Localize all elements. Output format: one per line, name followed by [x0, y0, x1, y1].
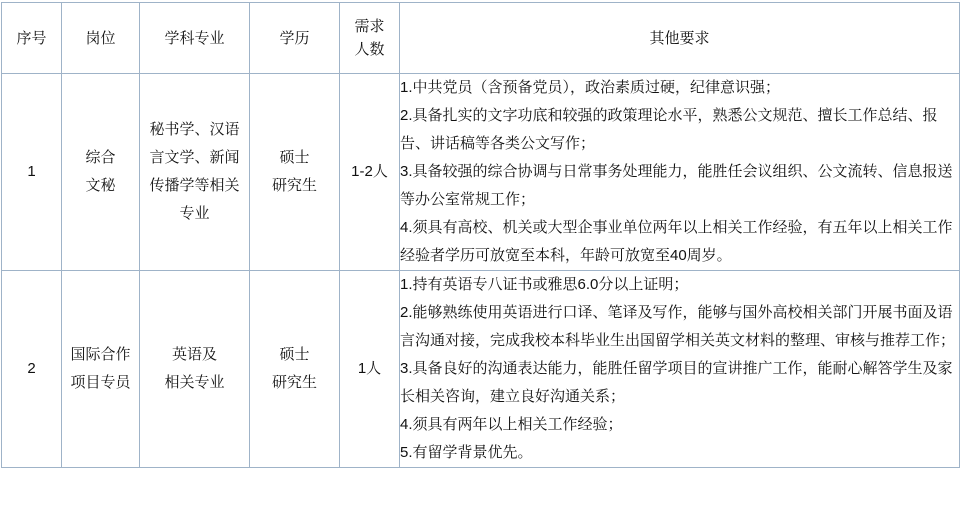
table-row — [2, 74, 960, 271]
headcount-value: 1-2人 — [351, 163, 388, 180]
education-line-2: 研究生 — [271, 177, 317, 194]
requirement-list — [400, 271, 959, 467]
cell-education — [250, 271, 340, 468]
cell-row-number — [2, 74, 62, 271]
requirement-item: 1.持有英语专八证书或雅思6.0分以上证明； — [400, 276, 689, 293]
cell-post — [62, 74, 140, 271]
requirement-item: 5.有留学背景优先。 — [400, 444, 533, 461]
requirement-item: 4.须具有高校、机关或大型企事业单位两年以上相关工作经验，有五年以上相关工作经验者学历可放宽至本科，年龄可放宽至40周岁。 — [400, 219, 953, 264]
column-header-no — [2, 3, 62, 74]
column-header-no-line-1: 序号 — [16, 29, 47, 47]
cell-other-requirements — [400, 271, 960, 468]
cell-education — [250, 74, 340, 271]
major-line-1: 英语及 — [171, 346, 217, 363]
job-requirements-table — [1, 2, 960, 468]
cell-headcount — [340, 74, 400, 271]
column-header-education — [250, 3, 340, 74]
post-line-1: 国际合作 — [70, 346, 131, 363]
column-header-major-line-1: 学科专业 — [164, 29, 225, 47]
education-line-1: 硕士 — [279, 346, 310, 363]
major-line-2: 言文学、新闻 — [149, 149, 240, 166]
education-line-2: 研究生 — [271, 374, 317, 391]
requirement-item: 1.中共党员（含预备党员），政治素质过硬，纪律意识强； — [400, 79, 781, 96]
education-line-1: 硕士 — [279, 149, 310, 166]
column-header-post-line-1: 岗位 — [85, 29, 116, 47]
table-body — [2, 74, 960, 468]
headcount-value: 1人 — [357, 360, 382, 377]
row-number-value: 2 — [27, 360, 36, 377]
column-header-headcount — [340, 3, 400, 74]
post-line-2: 文秘 — [85, 177, 116, 194]
column-header-other-requirements-line-1: 其他要求 — [649, 29, 710, 47]
column-header-major — [140, 3, 250, 74]
column-header-other-requirements — [400, 3, 960, 74]
job-requirements-table-wrapper — [0, 2, 960, 468]
cell-other-requirements — [400, 74, 960, 271]
cell-post — [62, 271, 140, 468]
column-header-education-line-1: 学历 — [279, 29, 310, 47]
major-line-3: 传播学等相关 — [149, 177, 240, 194]
column-header-headcount-line-1: 需求 — [354, 18, 385, 35]
cell-row-number — [2, 271, 62, 468]
major-line-4: 专业 — [179, 205, 210, 222]
cell-major — [140, 271, 250, 468]
table-row — [2, 271, 960, 468]
requirement-item: 3.具备良好的沟通表达能力，能胜任留学项目的宣讲推广工作，能耐心解答学生及家长相关咨询，建立良好沟通关系； — [400, 360, 953, 405]
requirement-item: 2.能够熟练使用英语进行口译、笔译及写作，能够与国外高校相关部门开展书面及语言沟通对接，完成我校本科毕业生出国留学相关英文材料的整理、审核与推荐工作； — [400, 304, 956, 349]
major-line-2: 相关专业 — [164, 374, 225, 391]
post-line-1: 综合 — [85, 149, 116, 166]
requirement-item: 2.具备扎实的文字功底和较强的政策理论水平，熟悉公文规范、擅长工作总结、报告、讲话稿等各类公文写作； — [400, 107, 938, 152]
cell-headcount — [340, 271, 400, 468]
major-line-1: 秘书学、汉语 — [149, 121, 240, 138]
column-header-post — [62, 3, 140, 74]
cell-major — [140, 74, 250, 271]
column-header-headcount-line-2: 人数 — [354, 41, 385, 58]
row-number-value: 1 — [27, 163, 36, 180]
requirement-item: 3.具备较强的综合协调与日常事务处理能力，能胜任会议组织、公文流转、信息报送等办公室常规工作； — [400, 163, 953, 208]
post-line-2: 项目专员 — [70, 374, 131, 391]
table-header — [2, 3, 960, 74]
requirement-list — [400, 74, 959, 270]
table-header-row — [2, 3, 960, 74]
requirement-item: 4.须具有两年以上相关工作经验； — [400, 416, 623, 433]
